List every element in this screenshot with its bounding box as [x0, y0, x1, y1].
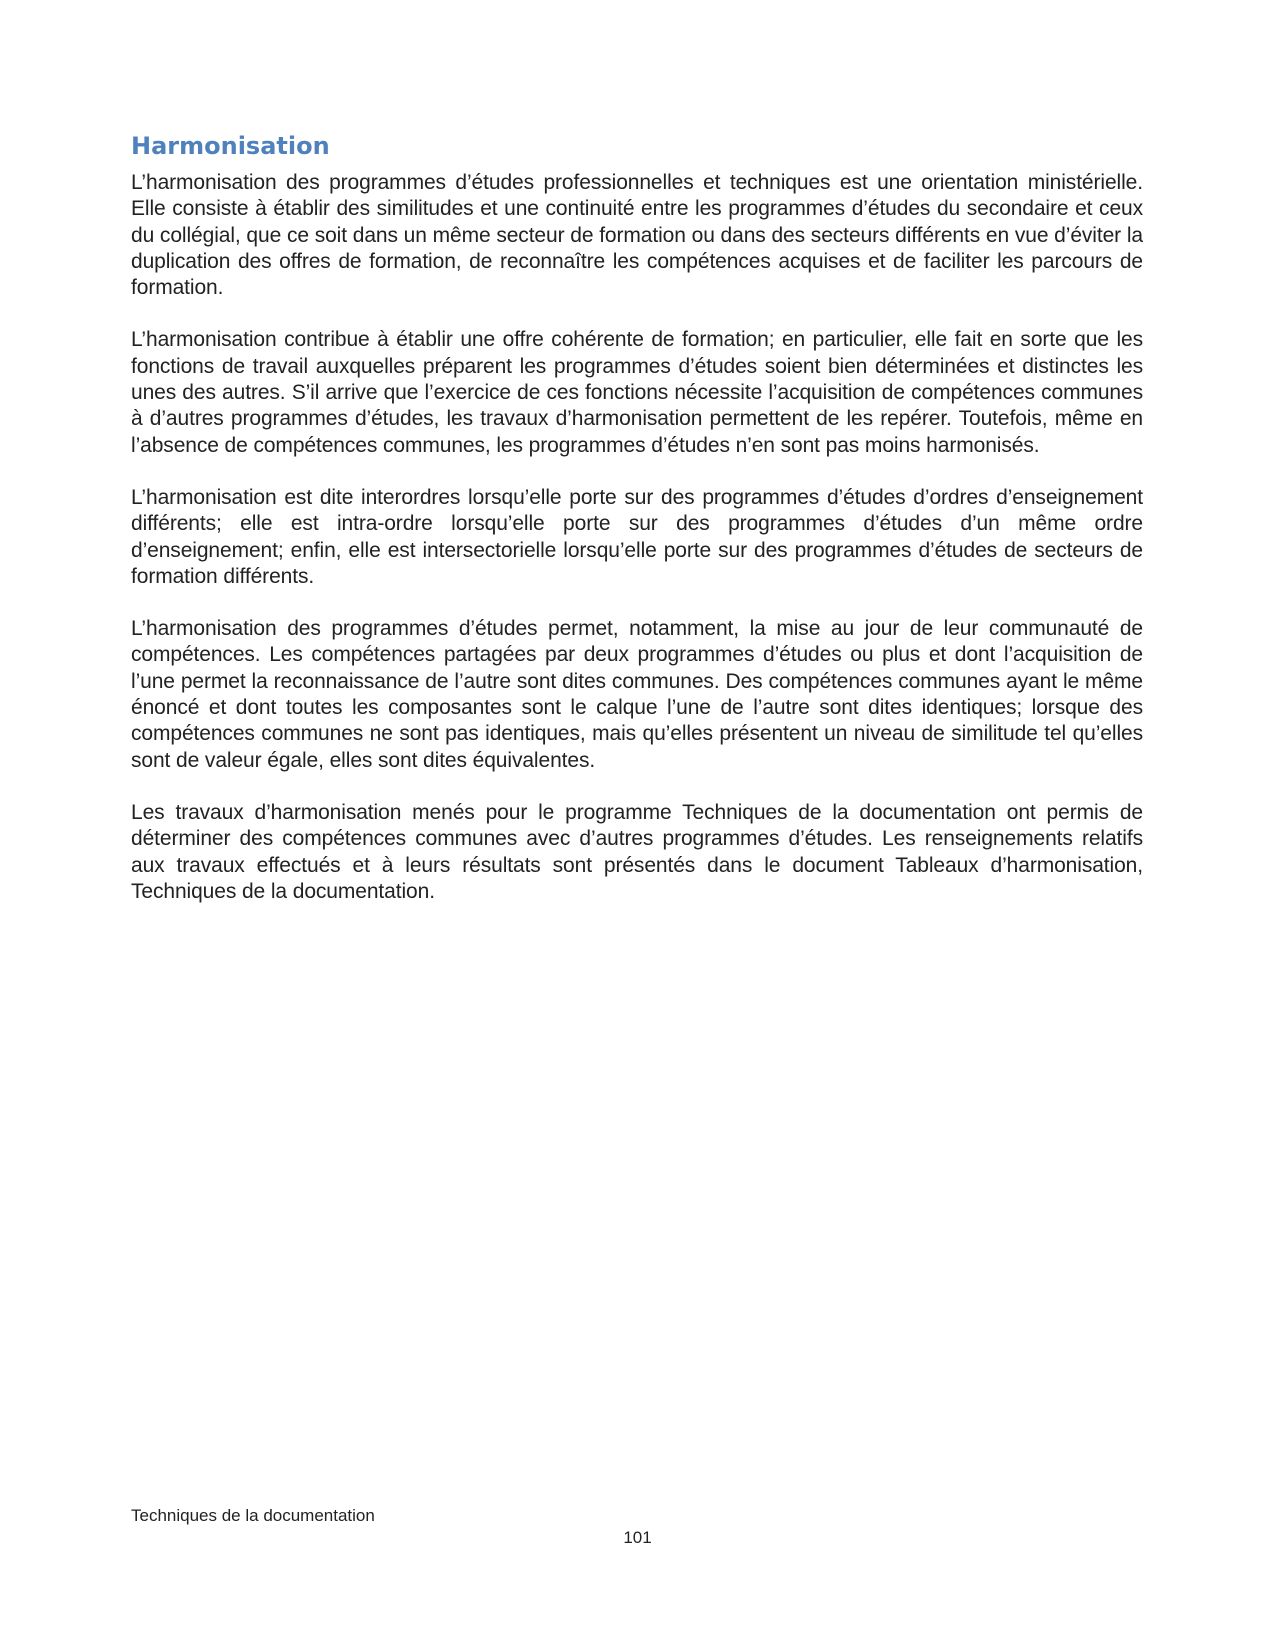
- paragraph-2: L’harmonisation contribue à établir une offre cohérente de formation; en particulier, elle fait en sorte que les fonctions de travail auxquelles préparent les programmes d’études soient bien déterminées et distinctes les unes des autres. S’il arrive que l’exercice de ces fonctions nécessite l’acquisition de compétences communes à d’autres programmes d’études, les travaux d’harmonisation permettent de les repérer. Toutefois, même en l’absence de compétences communes, les programmes d’études n’en sont pas moins harmonisés.: [131, 328, 1143, 457]
- paragraph-5: Les travaux d’harmonisation menés pour le programme Techniques de la documentation ont permis de déterminer des compétences communes avec d’autres programmes d’études. Les renseignements relatifs aux travaux effectués et à leurs résultats sont présentés dans le document Tableaux d’harmonisation, Techniques de la documentation.: [131, 800, 1143, 903]
- paragraph-4: L’harmonisation des programmes d’études permet, notamment, la mise au jour de leur communauté de compétences. Les compétences partagées par deux programmes d’études ou plus et dont l’acquisition de l’une permet la reconnaissance de l’autre sont dites communes. Des compétences communes ayant le même énoncé et dont toutes les composantes sont le calque l’une de l’autre sont dites identiques; lorsque des compétences communes ne sont pas identiques, mais qu’elles présentent un niveau de similitude tel qu’elles sont de valeur égale, elles sont dites équivalentes.: [131, 617, 1143, 772]
- paragraph-3: L’harmonisation est dite interordres lorsqu’elle porte sur des programmes d’études d’ordres d’enseignement différents; elle est intra-ordre lorsqu’elle porte sur des programmes d’études d’un même ordre d’enseignement; enfin, elle est intersectorielle lorsqu’elle porte sur des programmes d’études de secteurs de formation différents.: [131, 485, 1143, 588]
- section-heading: Harmonisation: [131, 132, 330, 160]
- main-content: [131, 130, 1143, 931]
- page-number: 101: [623, 1528, 652, 1547]
- footer-document-title: Techniques de la documentation: [131, 1506, 375, 1525]
- paragraph-1: L’harmonisation des programmes d’études professionnelles et techniques est une orientation ministérielle. Elle consiste à établir des similitudes et une continuité entre les programmes d’études du secondaire et ceux du collégial, que ce soit dans un même secteur de formation ou dans des secteurs différents en vue d’éviter la duplication des offres de formation, de reconnaître les compétences acquises et de faciliter les parcours de formation.: [131, 171, 1143, 300]
